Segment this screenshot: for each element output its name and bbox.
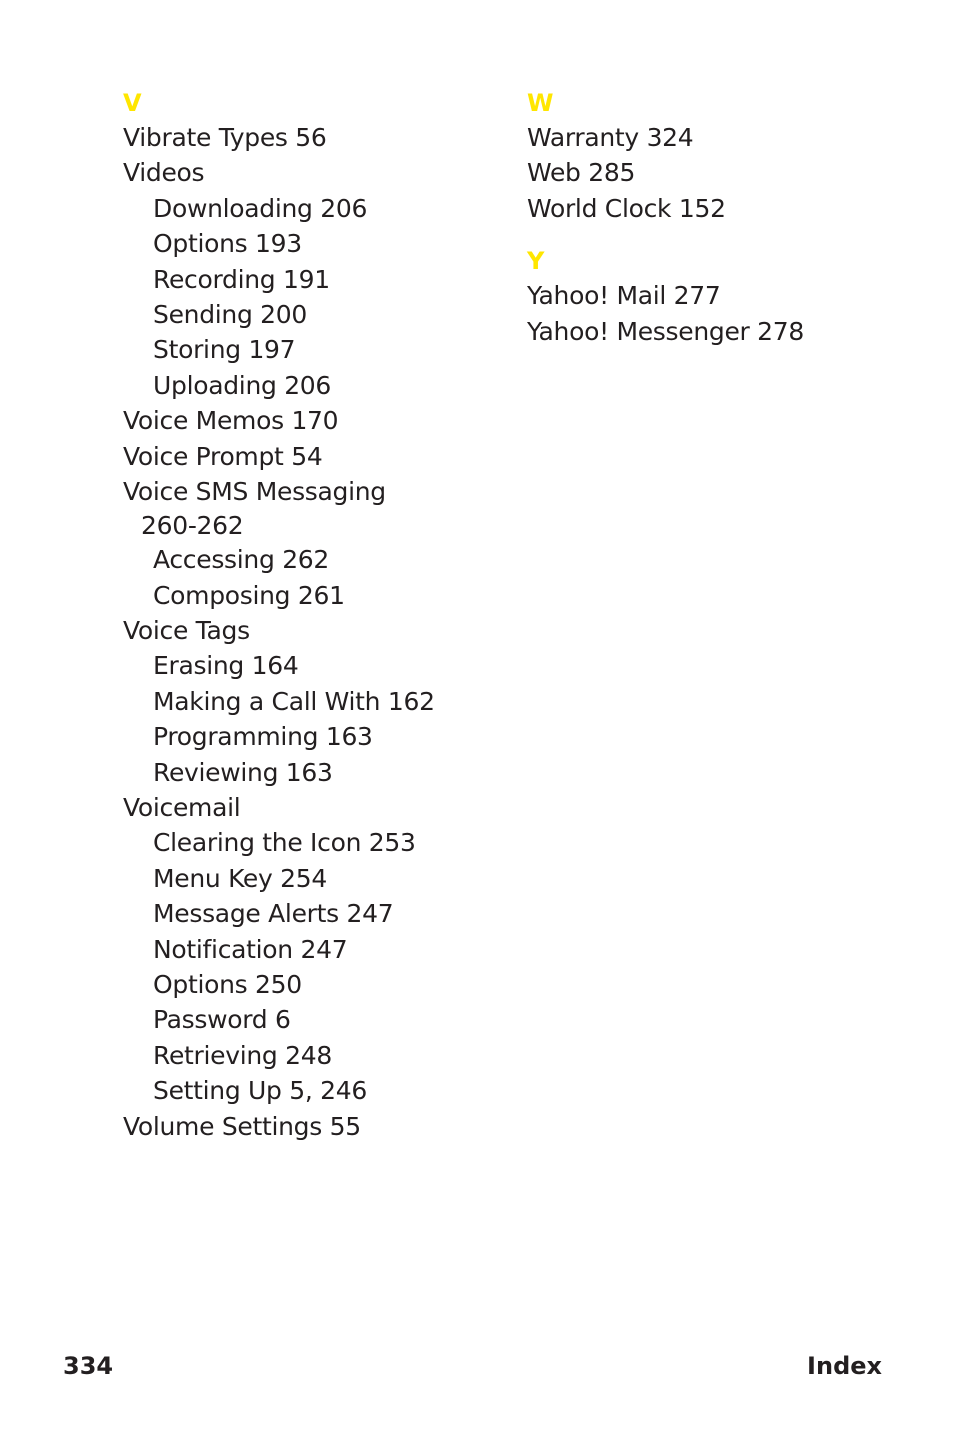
index-entry: Voice Memos 170 bbox=[123, 406, 339, 436]
index-subentry: Composing 261 bbox=[153, 580, 345, 610]
index-subentry: Downloading 206 bbox=[153, 193, 368, 223]
index-subentry: Notification 247 bbox=[153, 934, 348, 964]
index-entry: Warranty 324 bbox=[527, 123, 694, 152]
index-subentry: Storing 197 bbox=[153, 335, 296, 365]
index-subentry: Retrieving 248 bbox=[153, 1040, 332, 1070]
index-entry: Videos bbox=[123, 158, 205, 188]
index-subentry: Reviewing 163 bbox=[153, 757, 333, 787]
section-letter: V bbox=[123, 89, 142, 117]
index-entry: Web 285 bbox=[527, 158, 636, 188]
index-entry: 260-262 bbox=[141, 511, 244, 541]
section-letter: W bbox=[527, 89, 554, 117]
index-subentry: Making a Call With 162 bbox=[153, 686, 435, 716]
index-subentry: Programming 163 bbox=[153, 722, 373, 752]
index-subentry: Options 193 bbox=[153, 229, 302, 259]
index-entry: Voicemail bbox=[123, 793, 241, 823]
index-subentry: Accessing 262 bbox=[153, 545, 330, 575]
index-subentry: Erasing 164 bbox=[153, 651, 299, 681]
index-subentry: Message Alerts 247 bbox=[153, 899, 394, 929]
index-subentry: Uploading 206 bbox=[153, 370, 332, 400]
index-column-left bbox=[123, 86, 483, 1144]
section-title: Index bbox=[807, 1352, 882, 1380]
index-entry-list bbox=[123, 120, 483, 1144]
section-letter: Y bbox=[527, 247, 545, 276]
index-entry: World Clock 152 bbox=[527, 193, 726, 223]
index-subentry: Password 6 bbox=[153, 1005, 291, 1035]
index-entry: Volume Settings 55 bbox=[123, 1111, 361, 1141]
index-subentry: Menu Key 254 bbox=[153, 863, 327, 893]
index-entry: Voice SMS Messaging bbox=[123, 476, 386, 506]
index-entry: Yahoo! Messenger 278 bbox=[527, 316, 804, 346]
index-entry: Yahoo! Mail 277 bbox=[527, 281, 721, 311]
index-subentry: Options 250 bbox=[153, 969, 302, 999]
index-subentry: Recording 191 bbox=[153, 264, 330, 294]
index-subentry: Setting Up 5, 246 bbox=[153, 1076, 367, 1106]
index-entry: Vibrate Types 56 bbox=[123, 123, 327, 152]
index-entry: Voice Tags bbox=[123, 616, 250, 646]
index-subentry: Sending 200 bbox=[153, 299, 307, 329]
page-number: 334 bbox=[63, 1352, 114, 1380]
index-column-right bbox=[527, 86, 907, 349]
index-entry: Voice Prompt 54 bbox=[123, 441, 323, 471]
index-subentry: Clearing the Icon 253 bbox=[153, 828, 416, 858]
